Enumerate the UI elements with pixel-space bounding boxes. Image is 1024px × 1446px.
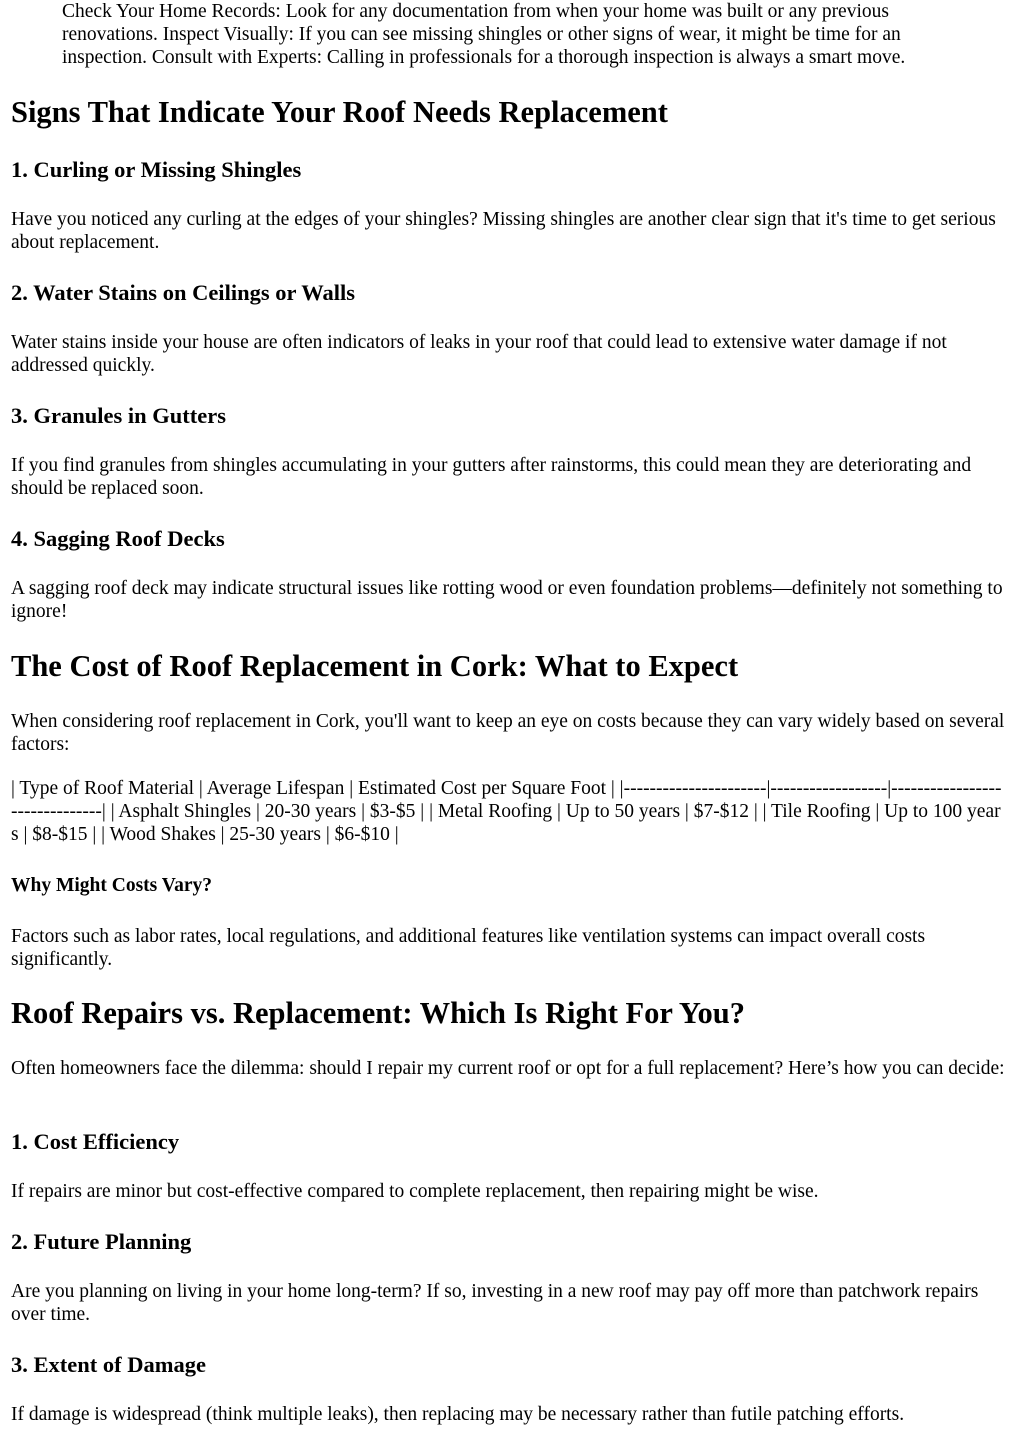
- cost-intro-paragraph: When considering roof replacement in Cork, you'll want to keep an eye on costs because they can vary widely based on several factors:: [11, 711, 1005, 756]
- signs-item-text: Have you noticed any curling at the edges of your shingles? Missing shingles are another clear sign that it's time to get serious about replacement.: [11, 209, 996, 254]
- cost-table-text: | Type of Roof Material | Average Lifespan | Estimated Cost per Square Foot | |----------------------|------------------|-------------------------------| | Asphalt Shingles | 20-30 years | $3-$5 | | Metal Roofing | Up to 50 years | $7-$12 | | Tile Roofing | Up to 100 years | $8-$15 | | Wood Shakes | 25-30 years | $6-$10 |: [11, 778, 1002, 846]
- intro-paragraph: Check Your Home Records: Look for any documentation from when your home was built or any previous renovations. Inspect Visually: If you can see missing shingles or other signs of wear, it might be time for an inspection. Consult with Experts: Calling in professionals for a thorough inspection is always a smart move.: [62, 1, 906, 69]
- signs-item-text: If you find granules from shingles accumulating in your gutters after rainstorms, this could mean they are deteriorating and should be replaced soon.: [11, 455, 972, 500]
- signs-item-heading: 4. Sagging Roof Decks: [11, 526, 225, 551]
- repairs-item-heading: 1. Cost Efficiency: [11, 1129, 180, 1154]
- signs-section-title: Signs That Indicate Your Roof Needs Replacement: [11, 95, 668, 129]
- cost-section-title: The Cost of Roof Replacement in Cork: What to Expect: [11, 649, 739, 683]
- signs-item-text: Water stains inside your house are often indicators of leaks in your roof that could lead to extensive water damage if not addressed quickly.: [11, 332, 947, 377]
- signs-item-heading: 3. Granules in Gutters: [11, 403, 227, 428]
- repairs-intro-paragraph: Often homeowners face the dilemma: should I repair my current roof or opt for a full replacement? Here’s how you can decide:: [11, 1058, 1005, 1079]
- repairs-section-title: Roof Repairs vs. Replacement: Which Is Right For You?: [11, 996, 745, 1030]
- repairs-item-heading: 3. Extent of Damage: [11, 1352, 206, 1377]
- repairs-item-heading: 2. Future Planning: [11, 1229, 192, 1254]
- repairs-item-text: If repairs are minor but cost-effective compared to complete replacement, then repairing might be wise.: [11, 1181, 819, 1202]
- cost-subheading: Why Might Costs Vary?: [11, 875, 212, 896]
- signs-item-text: A sagging roof deck may indicate structural issues like rotting wood or even foundation problems—definitely not something to ignore!: [11, 578, 1003, 623]
- signs-item-heading: 1. Curling or Missing Shingles: [11, 157, 302, 182]
- cost-subtext: Factors such as labor rates, local regulations, and additional features like ventilation systems can impact overall costs significantly.: [11, 926, 926, 971]
- repairs-item-text: If damage is widespread (think multiple leaks), then replacing may be necessary rather than futile patching efforts.: [11, 1404, 905, 1425]
- repairs-item-text: Are you planning on living in your home long-term? If so, investing in a new roof may pay off more than patchwork repairs over time.: [11, 1281, 979, 1326]
- signs-item-heading: 2. Water Stains on Ceilings or Walls: [11, 280, 356, 305]
